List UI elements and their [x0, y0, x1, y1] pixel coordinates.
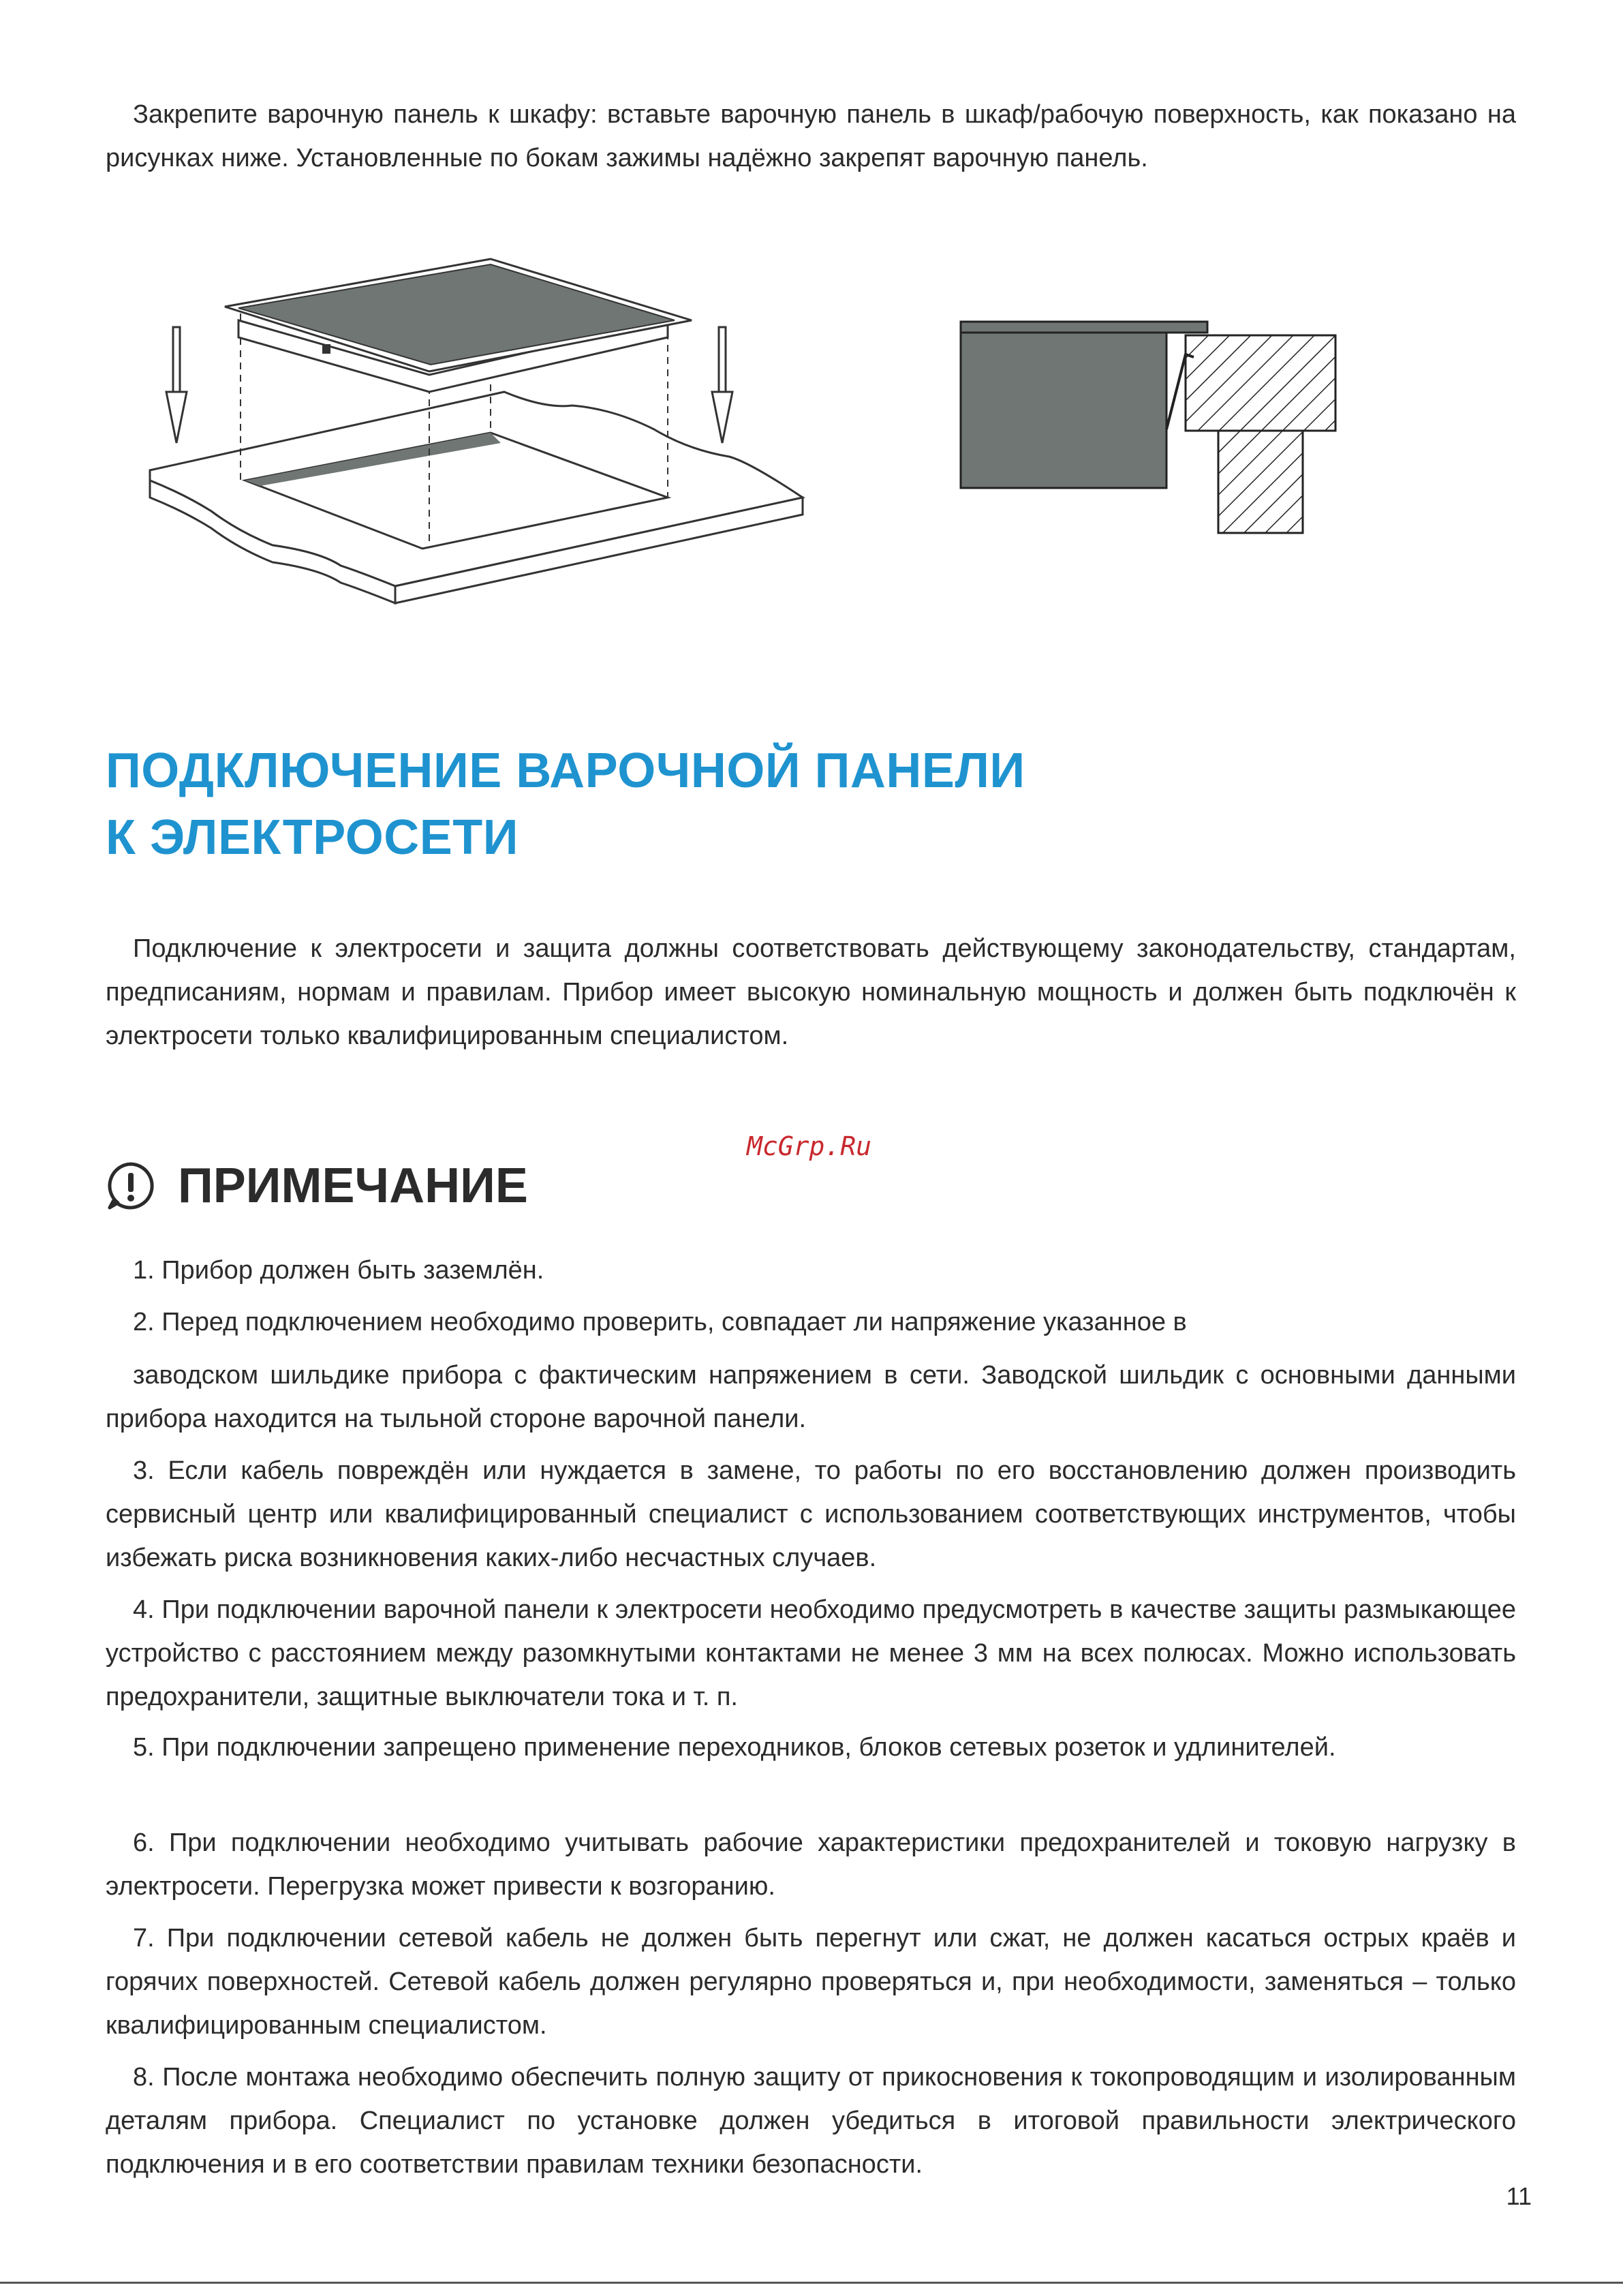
- section-title: [106, 737, 1025, 871]
- bottom-rule: [0, 2282, 1623, 2284]
- watermark: McGrp.Ru: [747, 1131, 872, 1161]
- note-item-1: 1. Прибор должен быть заземлён.: [133, 1256, 544, 1285]
- note-item-2-continued: заводском шильдике прибора с фактическим напряжением в сети. Заводской шильдик с основными данными прибора находится на тыльной стороне варочной панели.: [106, 1361, 1516, 1433]
- page-number: 11: [1506, 2182, 1532, 2210]
- section-title-line-1: ПОДКЛЮЧЕНИЕ ВАРОЧНОЙ ПАНЕЛИ: [106, 744, 1025, 798]
- exclamation-circle-icon: [106, 1161, 156, 1211]
- note-item-5: 5. При подключении запрещено применение переходников, блоков сетевых розеток и удлинителей.: [133, 1733, 1336, 1762]
- note-item-6: 6. При подключении необходимо учитывать рабочие характеристики предохранителей и токовую нагрузку в электросети. Перегрузка может привести к возгоранию.: [106, 1828, 1516, 1901]
- note-item-4: 4. При подключении варочной панели к электросети необходимо предусмотреть в качестве защиты размыкающее устройство с расстоянием между разомкнутыми контактами не менее 3 мм на всех полюсах. Можно использовать предохранители, защитные выключатели тока и т. п.: [106, 1595, 1516, 1711]
- note-title: ПРИМЕЧАНИЕ: [178, 1159, 528, 1213]
- note-heading: [106, 1152, 528, 1220]
- intro-paragraph: Закрепите варочную панель к шкафу: вставьте варочную панель в шкаф/рабочую поверхность, как показано на рисунках ниже. Установленные по бокам зажимы надёжно закрепят варочную панель.: [106, 100, 1516, 172]
- note-item-7: 7. При подключении сетевой кабель не должен быть перегнут или сжат, не должен касаться острых краёв и горячих поверхностей. Сетевой кабель должен регулярно проверяться и, при необходимости, заменяться – только квалифицированным специалистом.: [106, 1924, 1516, 2040]
- note-item-3: 3. Если кабель повреждён или нуждается в замене, то работы по его восстановлению должен производить сервисный центр или квалифицированный специалист с использованием соответствующих инструментов, чтобы избежать риска возникновения каких-либо несчастных случаев.: [106, 1456, 1516, 1572]
- note-item-8: 8. После монтажа необходимо обеспечить полную защиту от прикосновения к токопроводящим и изолированным деталям прибора. Специалист по установке должен убедиться в итоговой правильности электрического подключения и в его соответствии правилам техники безопасности.: [106, 2063, 1516, 2179]
- power-connection-paragraph: Подключение к электросети и защита должны соответствовать действующему законодательству, стандартам, предписаниям, нормам и правилам. Прибор имеет высокую номинальную мощность и должен быть подключён к электросети только квалифицированным специалистом.: [106, 934, 1516, 1050]
- clamp-cross-section-diagram: [954, 313, 1363, 538]
- section-title-line-2: К ЭЛЕКТРОСЕТИ: [106, 810, 519, 865]
- note-item-2: 2. Перед подключением необходимо проверить, совпадает ли напряжение указанное в: [133, 1308, 1187, 1336]
- hob-installation-diagram: [136, 245, 818, 613]
